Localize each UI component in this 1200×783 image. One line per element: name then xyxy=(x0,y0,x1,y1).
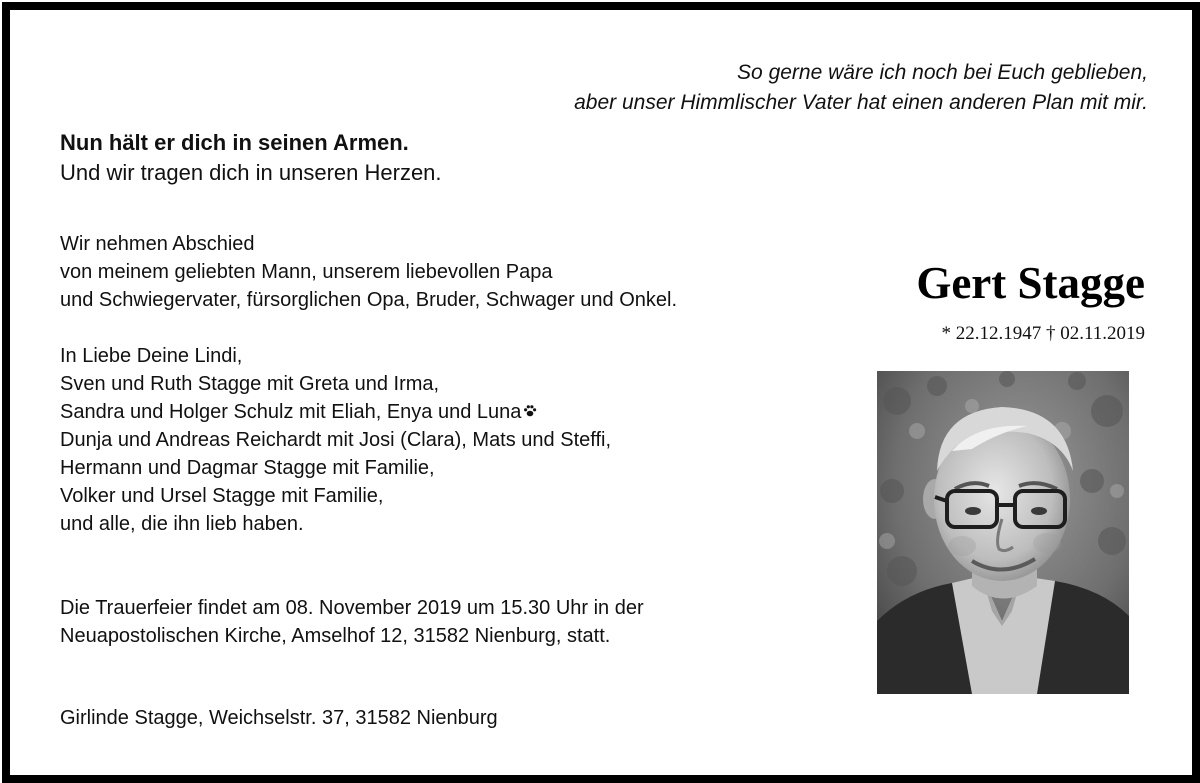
farewell-line-1: Wir nehmen Abschied xyxy=(60,233,255,255)
mourner-line: In Liebe Deine Lindi, xyxy=(60,345,243,367)
paw-print-icon xyxy=(523,398,537,412)
farewell-line-3: und Schwiegervater, fürsorglichen Opa, Bruder, Schwager und Onkel. xyxy=(60,289,678,311)
lead-line-2: Und wir tragen dich in unseren Herzen. xyxy=(60,160,442,185)
mourner-line-text: Sandra und Holger Schulz mit Eliah, Enya und Luna xyxy=(60,401,522,423)
mourner-line-with-paw xyxy=(60,398,537,426)
mourner-line: Hermann und Dagmar Stagge mit Familie, xyxy=(60,457,435,479)
motto-line-1: So gerne wäre ich noch bei Euch geblieben, xyxy=(737,61,1148,84)
farewell-line-2: von meinem geliebten Mann, unserem liebevollen Papa xyxy=(60,261,553,283)
contact-address: Girlinde Stagge, Weichselstr. 37, 31582 Nienburg xyxy=(60,707,498,729)
life-dates: * 22.12.1947 † 02.11.2019 xyxy=(941,323,1145,344)
mourner-line: Dunja und Andreas Reichardt mit Josi (Clara), Mats und Steffi, xyxy=(60,429,611,451)
lead-line-1: Nun hält er dich in seinen Armen. xyxy=(60,130,409,155)
motto-line-2: aber unser Himmlischer Vater hat einen anderen Plan mit mir. xyxy=(574,91,1148,114)
service-line-1: Die Trauerfeier findet am 08. November 2019 um 15.30 Uhr in der xyxy=(60,597,644,619)
service-line-2: Neuapostolischen Kirche, Amselhof 12, 31582 Nienburg, statt. xyxy=(60,625,611,647)
portrait-photo xyxy=(877,371,1129,694)
mourner-line: Volker und Ursel Stagge mit Familie, xyxy=(60,485,384,507)
mourner-line: Sven und Ruth Stagge mit Greta und Irma, xyxy=(60,373,440,395)
mourner-line: und alle, die ihn lieb haben. xyxy=(60,513,304,535)
deceased-name: Gert Stagge xyxy=(916,258,1145,308)
